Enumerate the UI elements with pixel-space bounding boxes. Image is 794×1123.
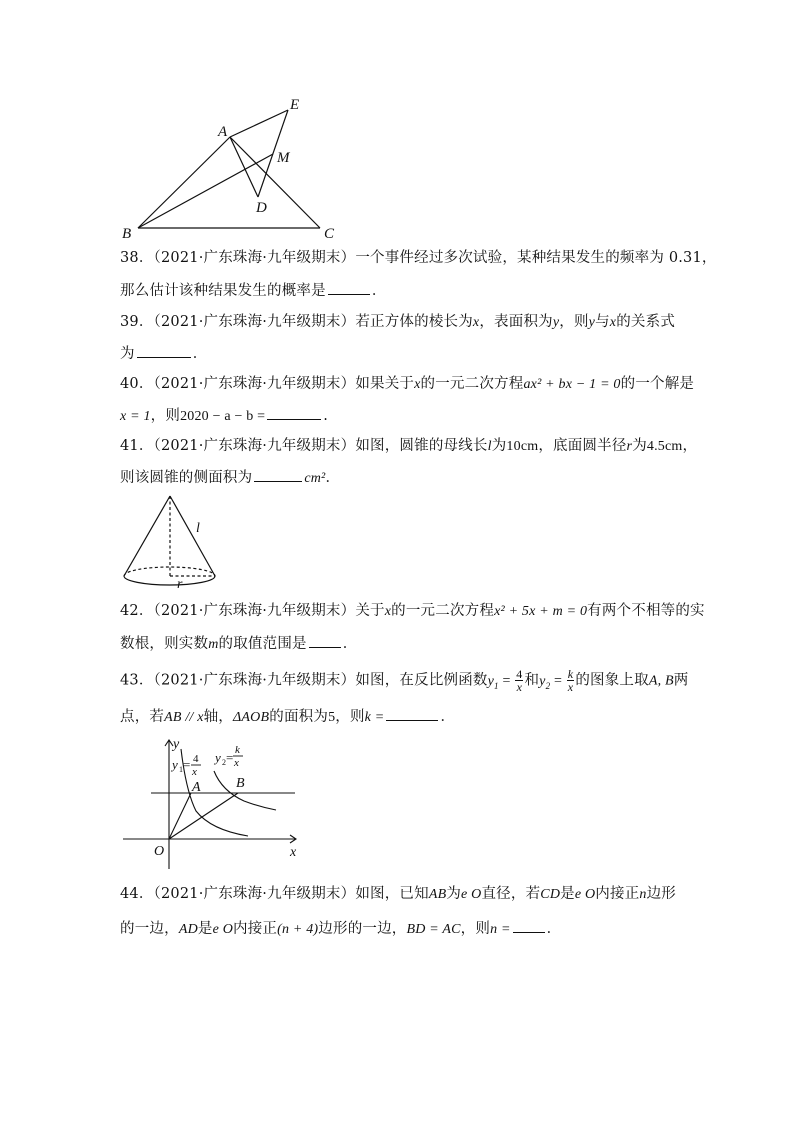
reciprocal-graph-figure bbox=[118, 735, 308, 871]
label-b: B bbox=[122, 226, 132, 242]
question-39-line2: 为 ． bbox=[120, 343, 207, 364]
question-44-line2: 的一边，AD是e O内接正(n + 4)边形的一边，BD = AC，则n = ． bbox=[120, 918, 561, 940]
question-44-line1: 44．（2021·广东珠海·九年级期末）如图，已知AB为e O直径，若CD是e O内接正n边形 bbox=[120, 886, 677, 902]
label-c: C bbox=[324, 226, 335, 242]
svg-text:=: = bbox=[183, 757, 191, 772]
fraction-4-over-x: $\frac{4}{x}$ bbox=[516, 667, 523, 694]
answer-blank-41[interactable] bbox=[254, 467, 302, 482]
fraction-k-over-x: $\frac{k}{x}$ bbox=[567, 667, 574, 694]
svg-text:2: 2 bbox=[222, 758, 226, 767]
equation-42: x² + 5x + m = 0 bbox=[494, 604, 588, 619]
label-e: E bbox=[290, 97, 300, 113]
label-d: D bbox=[256, 200, 267, 216]
label-m: M bbox=[277, 150, 290, 166]
question-40-line2: x = 1，则2020 − a − b = . bbox=[120, 405, 328, 427]
answer-blank-42[interactable] bbox=[309, 633, 341, 648]
label-l: l bbox=[196, 521, 200, 536]
axis-x-label: x bbox=[290, 845, 297, 860]
question-42-line2: 数根，则实数m的取值范围是 ． bbox=[120, 633, 357, 655]
question-41-line2: 则该圆锥的侧面积为 cm²． bbox=[120, 467, 340, 489]
point-a-label: A bbox=[192, 780, 201, 795]
y2-curve-label bbox=[213, 744, 243, 769]
svg-text:y: y bbox=[172, 757, 178, 772]
question-40-line1: 40．（2021·广东珠海·九年级期末）如果关于x的一元二次方程ax² + bx − 1 = 0的一个解是 bbox=[120, 376, 695, 392]
answer-blank-44[interactable] bbox=[513, 918, 545, 933]
label-r: r bbox=[177, 577, 183, 590]
svg-text:x: x bbox=[234, 757, 239, 769]
expression-40: 2020 − a − b = bbox=[180, 409, 266, 424]
svg-text:4: 4 bbox=[193, 753, 199, 765]
question-42-line1: 42．（2021·广东珠海·九年级期末）关于x的一元二次方程x² + 5x + m = 0有两个不相等的实 bbox=[120, 603, 705, 619]
svg-text:=: = bbox=[226, 750, 234, 765]
axis-y-label: y bbox=[173, 737, 180, 752]
triangle-figure bbox=[110, 92, 350, 242]
question-43-line2: 点，若AB // x轴，ΔAOB的面积为5，则k = ． bbox=[120, 706, 455, 728]
answer-blank-43[interactable] bbox=[386, 706, 438, 721]
y1-curve-label bbox=[170, 753, 201, 778]
label-a: A bbox=[218, 124, 228, 140]
answer-blank-40[interactable] bbox=[267, 405, 321, 420]
question-38-line1: 38．（2021·广东珠海·九年级期末）一个事件经过多次试验，某种结果发生的频率为 0.31， bbox=[120, 250, 717, 266]
question-43-line1: 43．（2021·广东珠海·九年级期末）如图，在反比例函数$y_1$ = $\frac{4}{x}$ 和$y_2$ = $\frac{k}{x}$ 的图象上取A, B两 bbox=[120, 667, 689, 694]
origin-label: O bbox=[154, 844, 165, 859]
question-38-line2: 那么估计该种结果发生的概率是 ． bbox=[120, 280, 387, 301]
svg-text:y: y bbox=[215, 750, 221, 765]
question-41-line1: 41．（2021·广东珠海·九年级期末）如图，圆锥的母线长l为10cm，底面圆半径r为4.5cm， bbox=[120, 438, 698, 454]
svg-text:1: 1 bbox=[179, 765, 183, 774]
cone-figure bbox=[118, 492, 222, 590]
svg-text:k: k bbox=[235, 744, 240, 756]
answer-blank-38[interactable] bbox=[328, 280, 370, 295]
question-39-line1: 39．（2021·广东珠海·九年级期末）若正方体的棱长为x，表面积为y，则y与x的关系式 bbox=[120, 314, 676, 330]
point-b-label: B bbox=[236, 776, 245, 791]
answer-blank-39[interactable] bbox=[137, 343, 191, 358]
equation-40: ax² + bx − 1 = 0 bbox=[523, 377, 621, 392]
svg-text:x: x bbox=[192, 766, 197, 778]
